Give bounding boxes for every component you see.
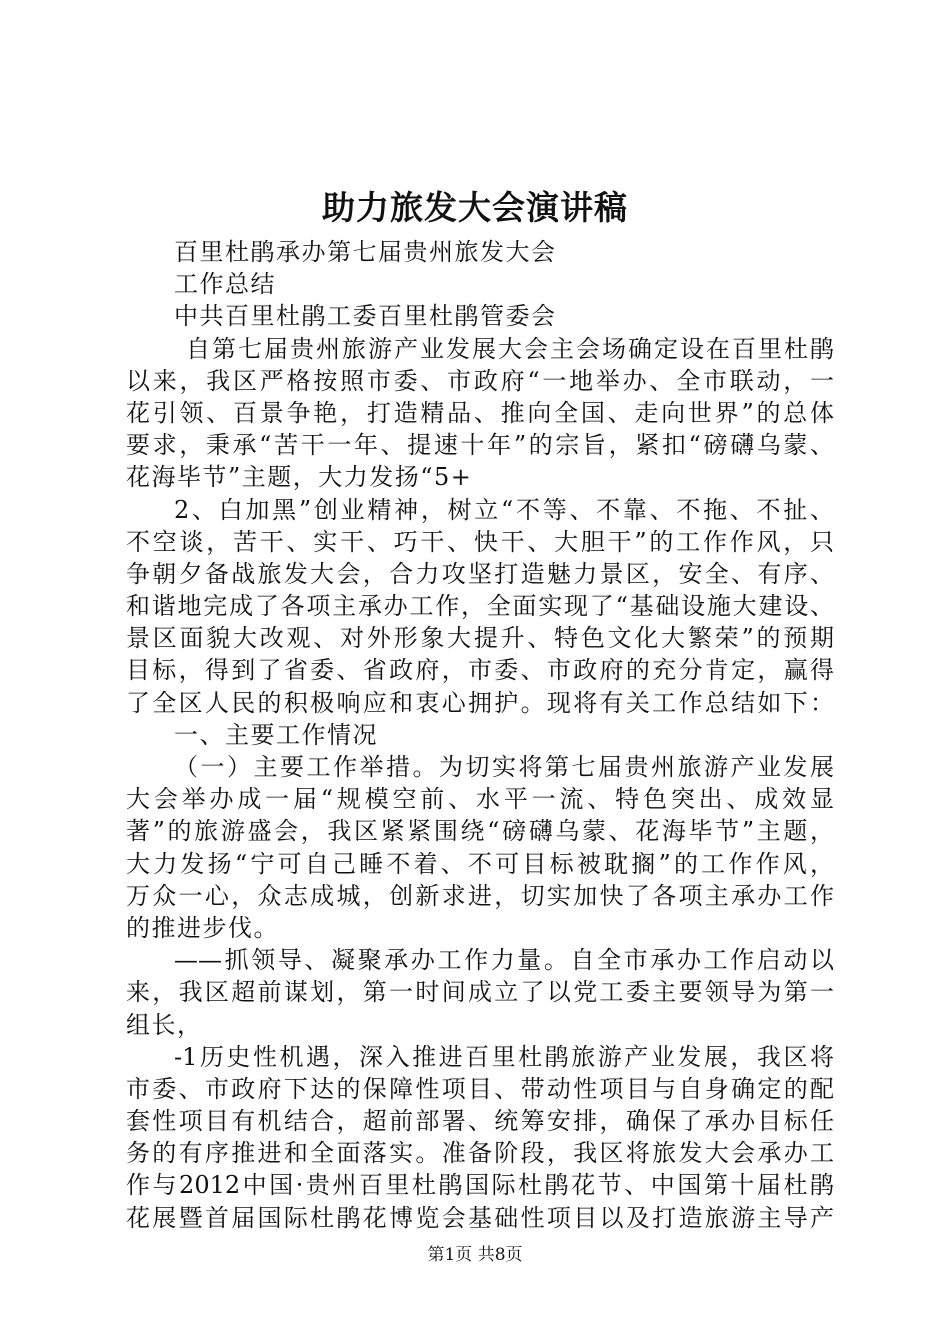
paragraph-line: 著”的旅游盛会，我区紧紧围绕“磅礴乌蒙、花海毕节”主题， <box>126 817 834 846</box>
paragraph-line: 套性项目有机结合，超前部署、统筹安排，确保了承办目标任 <box>126 1107 834 1136</box>
document-title: 助力旅发大会演讲稿 <box>322 188 628 227</box>
paragraph-line: 自第七届贵州旅游产业发展大会主会场确定设在百里杜鹃 <box>186 334 834 363</box>
paragraph-line: （一）主要工作举措。为切实将第七届贵州旅游产业发展 <box>174 753 834 781</box>
paragraph-line: 以来，我区严格按照市委、市政府“一地举办、全市联动，一 <box>126 366 834 395</box>
paragraph-line: -1历史性机遇，深入推进百里杜鹃旅游产业发展，我区将 <box>174 1042 834 1071</box>
paragraph-line: 的推进步伐。 <box>126 913 279 942</box>
paragraph-line: 万众一心，众志成城，创新求进，切实加快了各项主承办工作 <box>126 881 834 910</box>
paragraph-line: 花引领、百景争艳，打造精品、推向全国、走向世界”的总体 <box>126 398 834 427</box>
paragraph-line: 景区面貌大改观、对外形象大提升、特色文化大繁荣”的预期 <box>126 624 834 653</box>
paragraph-line: 作与2012中国·贵州百里杜鹃国际杜鹃花节、中国第十届杜鹃 <box>126 1171 834 1200</box>
paragraph-line: 务的有序推进和全面落实。准备阶段，我区将旅发大会承办工 <box>126 1139 834 1168</box>
paragraph-line: ——抓领导、凝聚承办工作力量。自全市承办工作启动以 <box>174 946 834 975</box>
document-body <box>126 236 834 1234</box>
paragraph-line: 和谐地完成了各项主承办工作，全面实现了“基础设施大建设、 <box>126 592 834 621</box>
paragraph-line: 大会举办成一届“规模空前、水平一流、特色突出、成效显 <box>126 785 834 814</box>
paragraph-line: 一、主要工作情况 <box>174 720 378 749</box>
paragraph-line: 争朝夕备战旅发大会，合力攻坚打造魅力景区，安全、有序、 <box>126 559 834 588</box>
paragraph-line: 目标，得到了省委、省政府，市委、市政府的充分肯定，赢得 <box>126 656 834 685</box>
paragraph-line: 2、白加黑”创业精神，树立“不等、不靠、不拖、不扯、 <box>174 495 834 524</box>
paragraph-line: 要求，秉承“苦干一年、提速十年”的宗旨，紧扣“磅礴乌蒙、 <box>126 431 834 460</box>
paragraph-line: 中共百里杜鹃工委百里杜鹃管委会 <box>174 302 557 331</box>
paragraph-line: 花展暨首届国际杜鹃花博览会基础性项目以及打造旅游主导产 <box>126 1203 834 1232</box>
paragraph-line: 来，我区超前谋划，第一时间成立了以党工委主要领导为第一 <box>126 978 834 1007</box>
paragraph-line: 花海毕节”主题，大力发扬“5+ <box>126 463 473 492</box>
page-footer: 第1页 共8页 <box>427 1245 523 1265</box>
paragraph-line: 市委、市政府下达的保障性项目、带动性项目与自身确定的配 <box>126 1074 834 1103</box>
paragraph-line: 组长， <box>126 1010 203 1039</box>
paragraph-line: 大力发扬“宁可自己睡不着、不可目标被耽搁”的工作作风， <box>126 849 834 878</box>
paragraph-line: 百里杜鹃承办第七届贵州旅发大会 <box>174 238 557 266</box>
paragraph-line: 工作总结 <box>174 270 276 299</box>
paragraph-line: 了全区人民的积极响应和衷心拥护。现将有关工作总结如下： <box>126 688 834 717</box>
paragraph-line: 不空谈，苦干、实干、巧干、快干、大胆干”的工作作风，只 <box>126 527 834 556</box>
